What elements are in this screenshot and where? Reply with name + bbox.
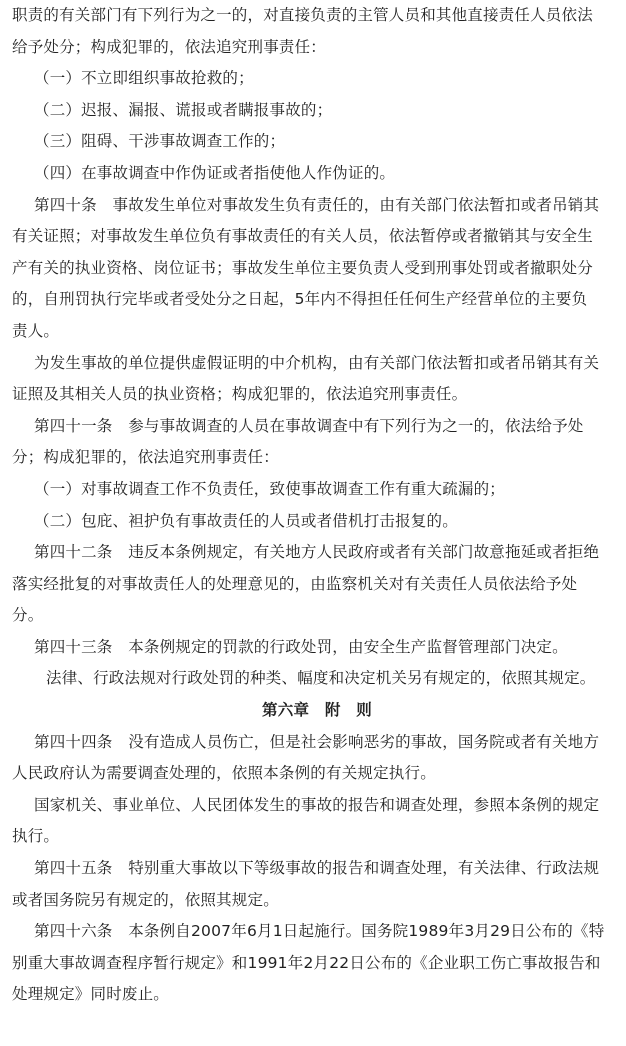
text-line: 的，自刑罚执行完毕或者受处分之日起，5年内不得担任任何生产经营单位的主要负 bbox=[12, 290, 588, 309]
text-line: 为发生事故的单位提供虚假证明的中介机构，由有关部门依法暂扣或者吊销其有关 bbox=[34, 353, 600, 372]
text-line: 第四十四条 没有造成人员伤亡，但是社会影响恶劣的事故，国务院或者有关地方 bbox=[34, 732, 600, 751]
text-line: （二）迟报、漏报、谎报或者瞒报事故的； bbox=[34, 100, 333, 119]
text-line: （三）阻碍、干涉事故调查工作的； bbox=[34, 132, 286, 151]
text-line: （一）对事故调查工作不负责任，致使事故调查工作有重大疏漏的； bbox=[34, 479, 506, 498]
text-line: 国家机关、事业单位、人民团体发生的事故的报告和调查处理，参照本条例的规定 bbox=[34, 795, 600, 814]
text-line: 别重大事故调查程序暂行规定》和1991年2月22日公布的《企业职工伤亡事故报告和 bbox=[12, 953, 601, 972]
chapter-heading: 第六章 附 则 bbox=[262, 701, 372, 720]
text-line: 第四十三条 本条例规定的罚款的行政处罚，由安全生产监督管理部门决定。 bbox=[34, 637, 568, 656]
text-line: 落实经批复的对事故责任人的处理意见的，由监察机关对有关责任人员依法给予处 bbox=[12, 574, 578, 593]
text-line: 执行。 bbox=[12, 827, 60, 846]
text-line: 第四十条 事故发生单位对事故发生负有责任的，由有关部门依法暂扣或者吊销其 bbox=[34, 195, 600, 214]
text-line: 责人。 bbox=[12, 321, 60, 340]
text-line: 有关证照；对事故发生单位负有事故责任的有关人员，依法暂停或者撤销其与安全生 bbox=[12, 227, 593, 246]
text-line: 证照及其相关人员的执业资格；构成犯罪的，依法追究刑事责任。 bbox=[12, 385, 468, 404]
text-line: 给予处分；构成犯罪的，依法追究刑事责任： bbox=[12, 37, 327, 56]
document-body bbox=[12, 0, 614, 1011]
text-line: 人民政府认为需要调查处理的，依照本条例的有关规定执行。 bbox=[12, 764, 436, 783]
text-line: 法律、行政法规对行政处罚的种类、幅度和决定机关另有规定的，依照其规定。 bbox=[46, 669, 596, 688]
text-line: 分。 bbox=[12, 606, 44, 625]
text-line: 职责的有关部门有下列行为之一的，对直接负责的主管人员和其他直接责任人员依法 bbox=[12, 6, 593, 24]
text-line: 第四十六条 本条例自2007年6月1日起施行。国务院1989年3月29日公布的《特 bbox=[34, 922, 605, 941]
text-line: 第四十二条 违反本条例规定，有关地方人民政府或者有关部门故意拖延或者拒绝 bbox=[34, 543, 600, 562]
text-line: 分；构成犯罪的，依法追究刑事责任： bbox=[12, 448, 279, 467]
text-line: （四）在事故调查中作伪证或者指使他人作伪证的。 bbox=[34, 163, 396, 182]
text-line: 第四十五条 特别重大事故以下等级事故的报告和调查处理，有关法律、行政法规 bbox=[34, 859, 600, 878]
text-line: 或者国务院另有规定的，依照其规定。 bbox=[12, 890, 279, 909]
text-line: 处理规定》同时废止。 bbox=[12, 985, 170, 1004]
text-line: （一）不立即组织事故抢救的； bbox=[34, 69, 254, 88]
text-line: 第四十一条 参与事故调查的人员在事故调查中有下列行为之一的，依法给予处 bbox=[34, 416, 584, 435]
text-line: 产有关的执业资格、岗位证书；事故发生单位主要负责人受到刑事处罚或者撤职处分 bbox=[12, 258, 593, 277]
text-line: （二）包庇、袒护负有事故责任的人员或者借机打击报复的。 bbox=[34, 511, 458, 530]
